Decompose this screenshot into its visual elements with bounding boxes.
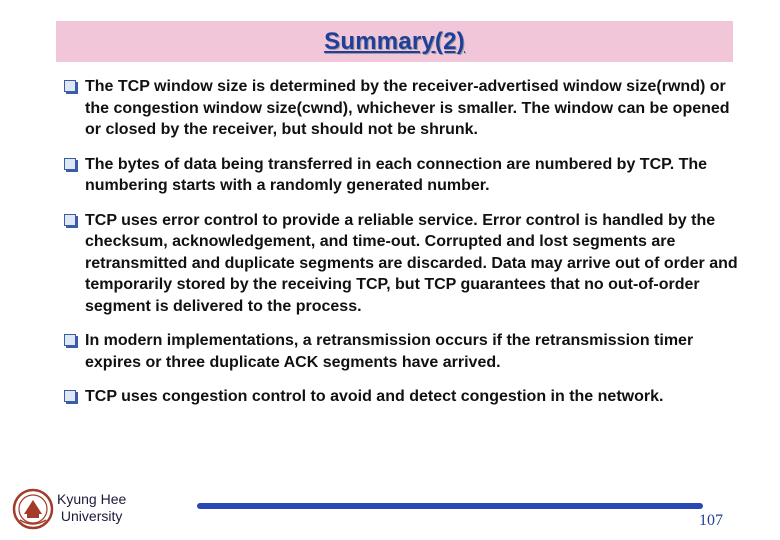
bullet-item [64,210,744,318]
checkbox-bullet-icon [64,158,76,170]
bullet-text: The bytes of data being transferred in each connection are numbered by TCP. The numbering starts with a randomly generated number. [85,155,708,194]
university-name-line2: University [60,508,123,524]
university-name [57,491,126,525]
bullet-text: TCP uses error control to provide a reliable service. Error control is handled by the checksum, acknowledgement, and time-out. Corrupted and lost segments are retransmitted and duplicate segments are discarded. Data may arrive out of order and temporarily stored by the receiving TCP, but TCP guarantees that no out-of-order segment is delivered to the process. [85,211,738,315]
checkbox-bullet-icon [64,334,76,346]
bullet-list [64,76,744,421]
bullet-text: In modern implementations, a retransmission occurs if the retransmission timer expires or three duplicate ACK segments have arrived. [85,332,694,371]
university-name-line1: Kyung Hee [57,491,127,507]
page-number: 107 [699,512,723,529]
university-seal-icon [12,488,54,530]
checkbox-bullet-icon [64,214,76,226]
bullet-item [64,330,744,373]
title-banner [56,21,733,62]
bullet-item [64,386,744,408]
checkbox-bullet-icon [64,80,76,92]
bullet-item [64,76,744,141]
slide-title: Summary(2) [324,27,465,55]
bullet-item [64,154,744,197]
checkbox-bullet-icon [64,390,76,402]
footer-divider-bar [197,503,703,509]
bullet-text: The TCP window size is determined by the receiver-advertised window size(rwnd) or the congestion window size(cwnd), whichever is smaller. The window can be opened or closed by the receiver, but should not be shrunk. [85,78,730,138]
bullet-text: TCP uses congestion control to avoid and detect congestion in the network. [85,388,664,405]
